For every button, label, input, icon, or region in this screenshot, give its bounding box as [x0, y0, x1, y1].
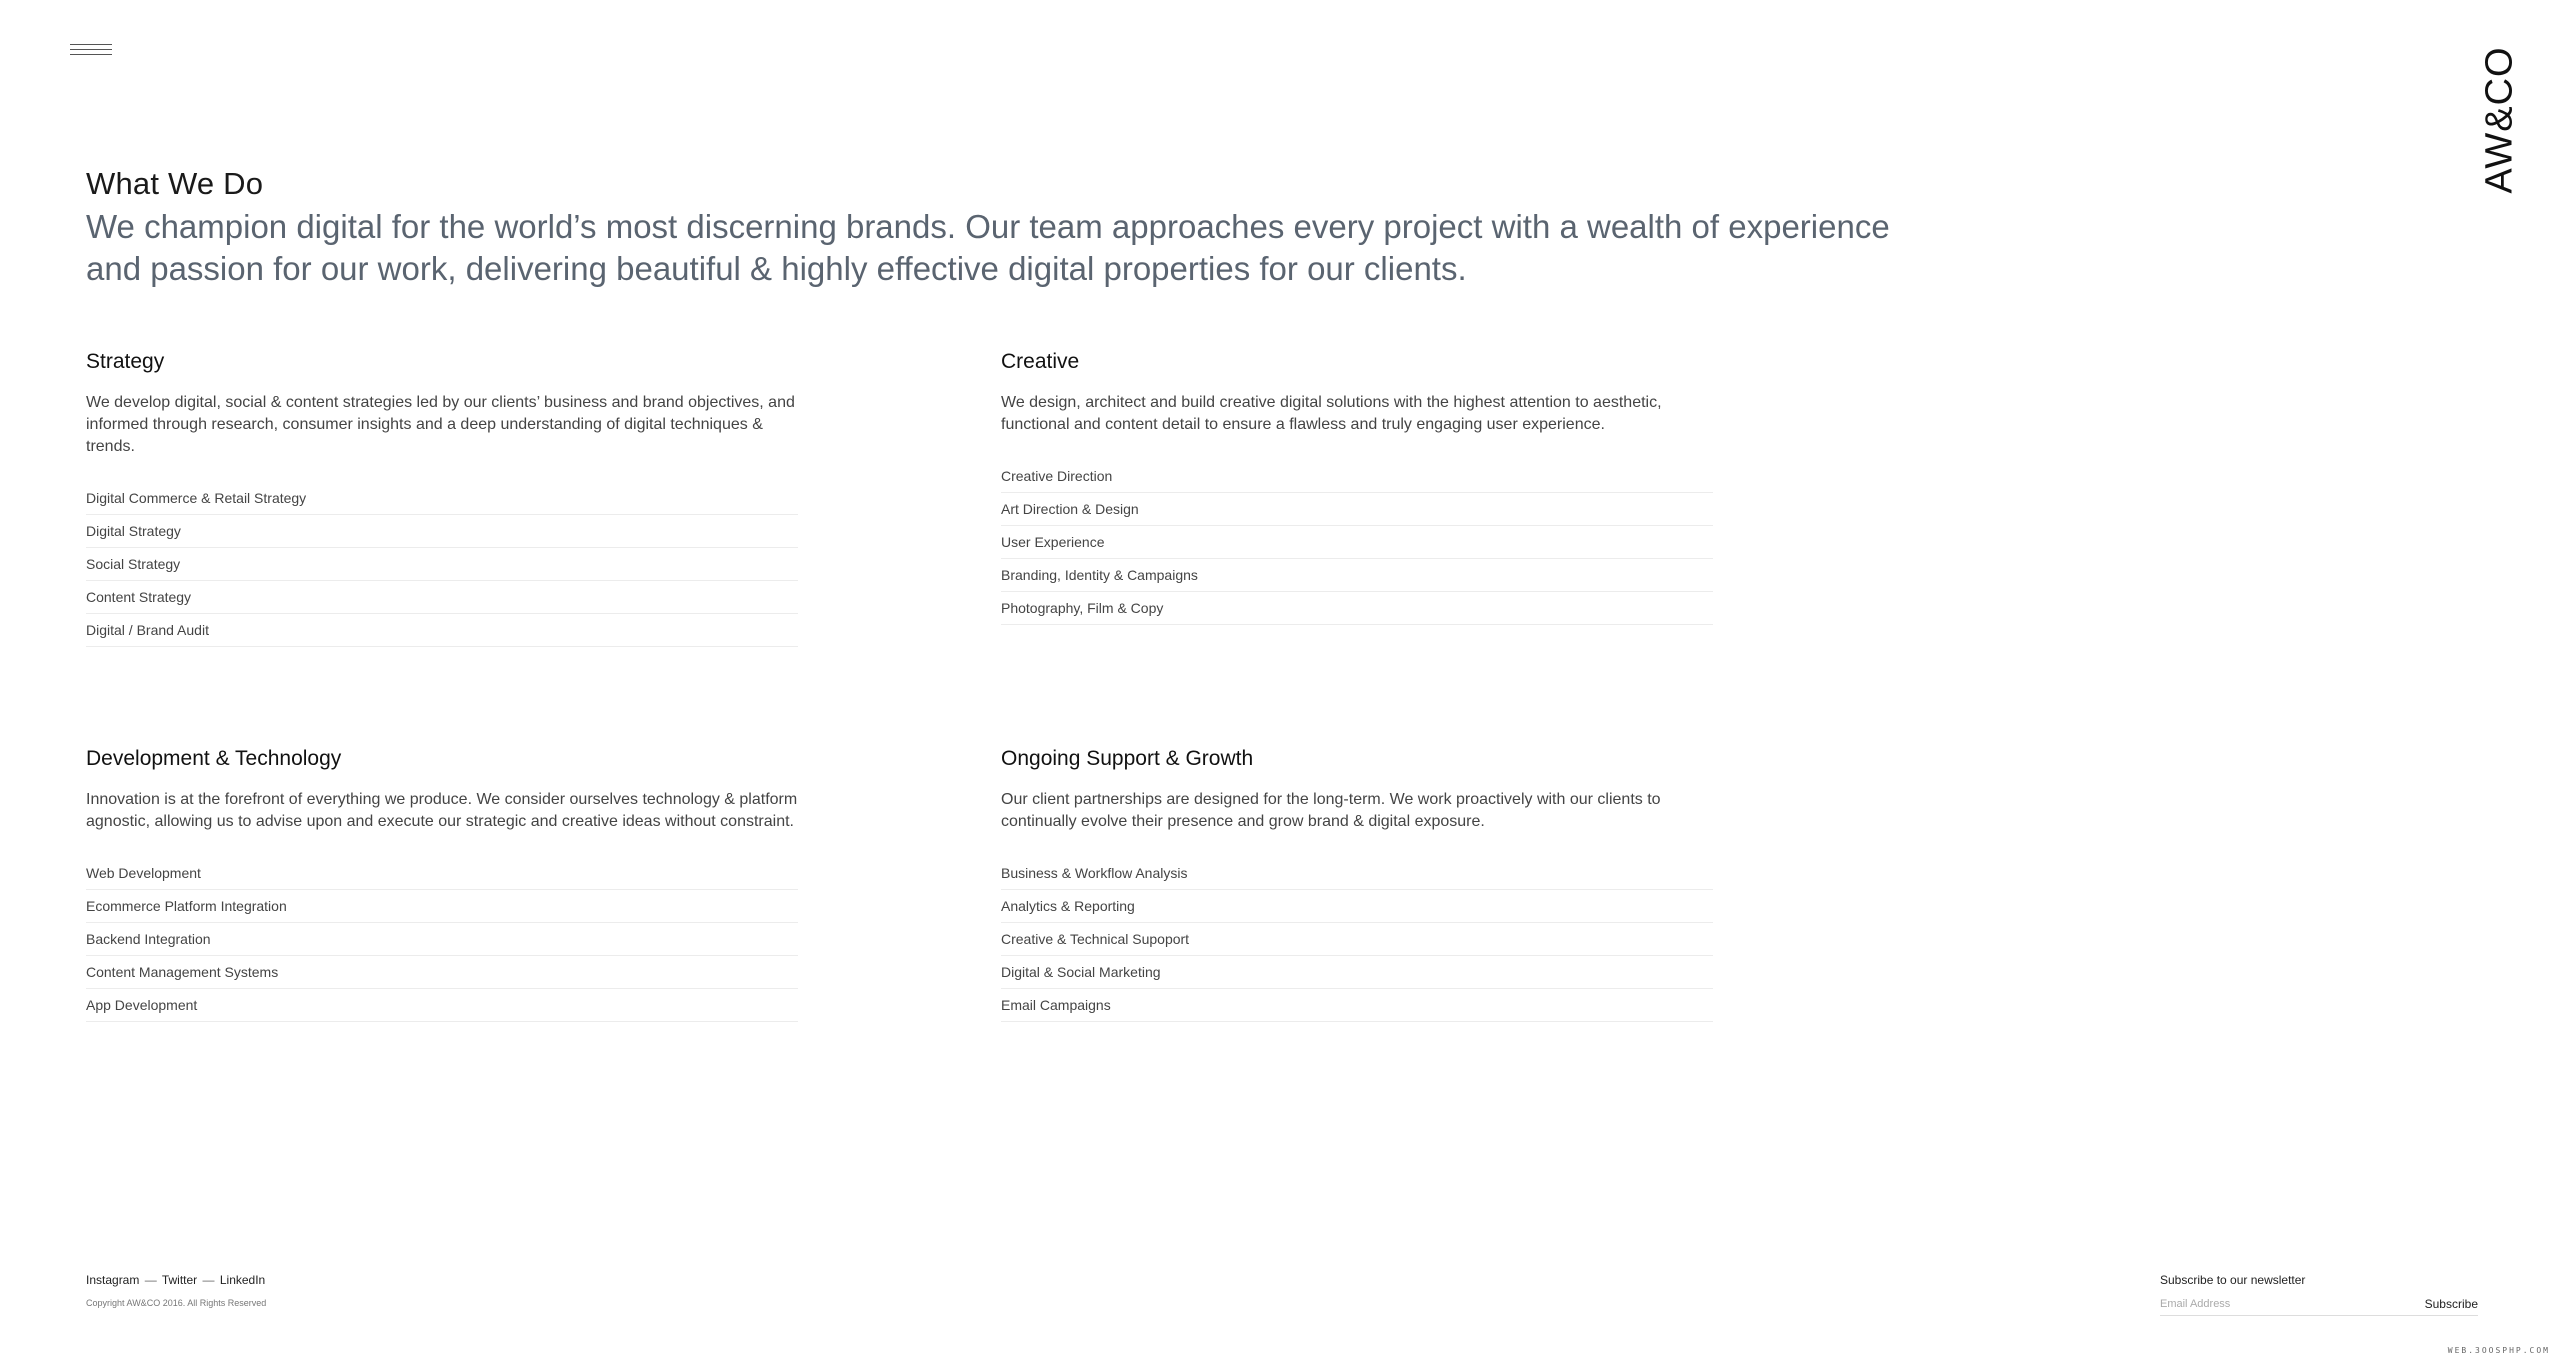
watermark: WEB.3OOSPHP.COM [2447, 1346, 2550, 1355]
menu-line [70, 44, 112, 45]
separator: — [202, 1273, 215, 1287]
service-creative [1001, 350, 1713, 625]
service-development-technology [86, 747, 798, 1022]
service-description: We develop digital, social & content strategies led by our clients’ business and brand objectives, and informed through research, consumer insights and a deep understanding of digital techniques & trends. [86, 394, 795, 455]
separator: — [144, 1273, 157, 1287]
logo-text: AW&CO [2478, 46, 2521, 194]
service-item[interactable]: User Experience [1001, 526, 1713, 559]
email-input[interactable] [2160, 1298, 2425, 1310]
service-description: Innovation is at the forefront of everything we produce. We consider ourselves technology & platform agnostic, allowing us to advise upon and execute our strategic and creative ideas without constraint. [86, 791, 798, 830]
service-item[interactable]: Digital & Social Marketing [1001, 956, 1713, 989]
service-list [86, 482, 798, 647]
hamburger-menu-icon[interactable] [70, 44, 112, 60]
service-item[interactable]: Social Strategy [86, 548, 798, 581]
service-description: We design, architect and build creative digital solutions with the highest attention to aesthetic, functional and content detail to ensure a flawless and truly engaging user experience. [1001, 394, 1662, 433]
service-list [86, 857, 798, 1022]
service-item[interactable]: Digital Strategy [86, 515, 798, 548]
service-item[interactable]: Creative & Technical Supoport [1001, 923, 1713, 956]
service-title: Creative [1001, 350, 1080, 373]
service-item[interactable]: Creative Direction [1001, 460, 1713, 493]
footer-left [86, 1273, 266, 1308]
newsletter-form [2160, 1273, 2478, 1316]
service-item[interactable]: Ecommerce Platform Integration [86, 890, 798, 923]
social-links [86, 1273, 266, 1287]
linkedin-link[interactable]: LinkedIn [219, 1273, 266, 1287]
service-item[interactable]: Branding, Identity & Campaigns [1001, 559, 1713, 592]
newsletter-row [2160, 1293, 2478, 1316]
service-item[interactable]: Web Development [86, 857, 798, 890]
service-item[interactable]: App Development [86, 989, 798, 1022]
service-strategy [86, 350, 798, 647]
service-list [1001, 857, 1713, 1022]
service-description: Our client partnerships are designed for the long-term. We work proactively with our clients to continually evolve their presence and grow brand & digital exposure. [1001, 791, 1661, 830]
service-title: Strategy [86, 350, 165, 373]
menu-line [70, 49, 112, 50]
service-item[interactable]: Digital Commerce & Retail Strategy [86, 482, 798, 515]
page-title: What We Do [86, 166, 264, 201]
intro-text: We champion digital for the world’s most discerning brands. Our team approaches every project with a wealth of experience and passion for our work, delivering beautiful & highly effective digital properties for our clients. [86, 208, 1890, 287]
service-item[interactable]: Content Strategy [86, 581, 798, 614]
newsletter-label: Subscribe to our newsletter [2160, 1273, 2306, 1287]
service-title: Ongoing Support & Growth [1001, 747, 1254, 770]
subscribe-button[interactable]: Subscribe [2424, 1297, 2478, 1311]
service-item[interactable]: Photography, Film & Copy [1001, 592, 1713, 625]
instagram-link[interactable]: Instagram [86, 1273, 140, 1287]
logo[interactable] [2480, 40, 2520, 200]
service-title: Development & Technology [86, 747, 342, 770]
intro-section [86, 166, 1906, 290]
twitter-link[interactable]: Twitter [161, 1273, 198, 1287]
service-list [1001, 460, 1713, 625]
service-item[interactable]: Email Campaigns [1001, 989, 1713, 1022]
service-ongoing-support [1001, 747, 1713, 1022]
service-item[interactable]: Art Direction & Design [1001, 493, 1713, 526]
service-item[interactable]: Analytics & Reporting [1001, 890, 1713, 923]
menu-line [70, 54, 112, 55]
copyright: Copyright AW&CO 2016. All Rights Reserved [86, 1298, 267, 1308]
service-item[interactable]: Backend Integration [86, 923, 798, 956]
service-item[interactable]: Content Management Systems [86, 956, 798, 989]
service-item[interactable]: Digital / Brand Audit [86, 614, 798, 647]
service-item[interactable]: Business & Workflow Analysis [1001, 857, 1713, 890]
